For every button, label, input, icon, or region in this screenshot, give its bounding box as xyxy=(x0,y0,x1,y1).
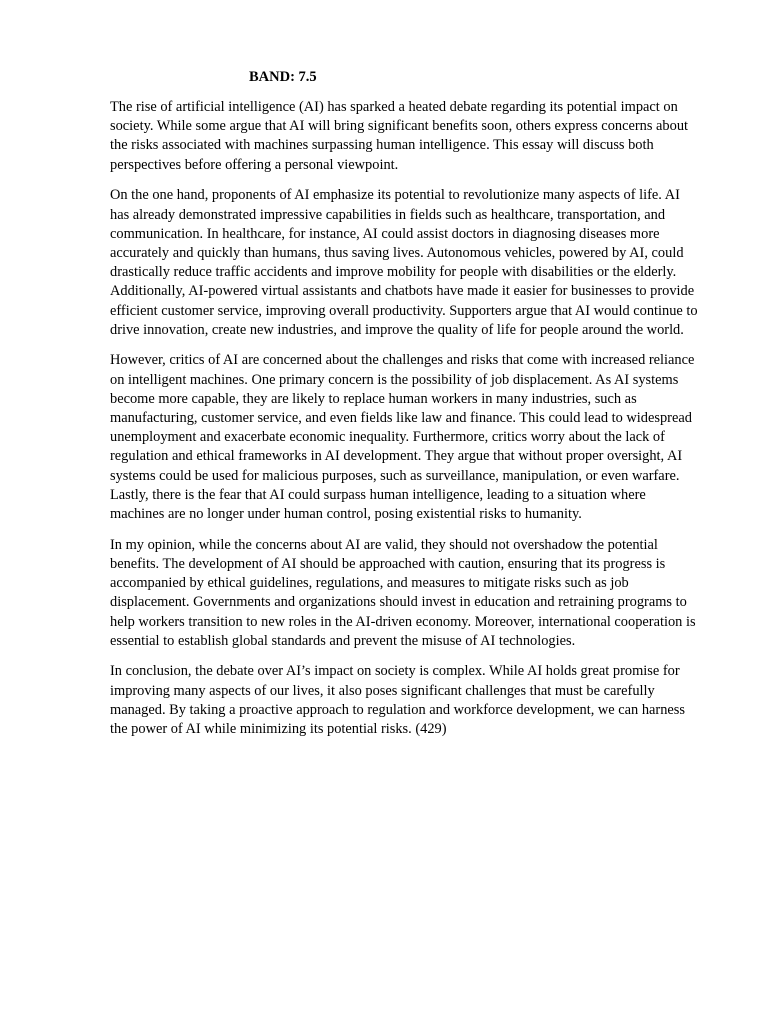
essay-paragraph-conclusion: In conclusion, the debate over AI’s impact on society is complex. While AI holds great promise for improving many aspects of our lives, it also poses significant challenges that must be carefully managed. By taking a proactive approach to regulation and workforce development, we can harness the power of AI while minimizing its potential risks. (429) xyxy=(110,663,686,738)
essay-paragraph-introduction: The rise of artificial intelligence (AI) has sparked a heated debate regarding its potential impact on society. While some argue that AI will bring significant benefits soon, others express concerns about the risks associated with machines surpassing human intelligence. This essay will discuss both perspectives before offering a personal viewpoint. xyxy=(110,99,689,173)
band-score-heading: BAND: 7.5 xyxy=(249,69,317,85)
essay-paragraph-opinion: In my opinion, while the concerns about AI are valid, they should not overshadow the potential benefits. The development of AI should be approached with caution, ensuring that its progress is accompanied by ethical guidelines, regulations, and measures to mitigate risks such as job displacement. Governments and organizations should invest in education and retraining programs to help workers transition to new roles in the AI-driven economy. Moreover, international cooperation is essential to establish global standards and prevent the misuse of AI technologies. xyxy=(110,536,696,649)
essay-paragraph-risks: However, critics of AI are concerned about the challenges and risks that come with increased reliance on intelligent machines. One primary concern is the possibility of job displacement. As AI systems become more capable, they are likely to replace human workers in many industries, such as manufacturing, customer service, and even fields like law and finance. This could lead to widespread unemployment and exacerbate economic inequality. Furthermore, critics worry about the lack of regulation and ethical frameworks in AI development. They argue that without proper oversight, AI systems could be used for malicious purposes, such as surveillance, manipulation, or even warfare. Lastly, there is the fear that AI could surpass human intelligence, leading to a situation where machines are no longer under human control, posing existential risks to humanity. xyxy=(110,352,695,523)
essay-body xyxy=(110,98,700,751)
essay-paragraph-benefits: On the one hand, proponents of AI emphasize its potential to revolutionize many aspects of life. AI has already demonstrated impressive capabilities in fields such as healthcare, transportation, and communication. In healthcare, for instance, AI could assist doctors in diagnosing diseases more accurately and quickly than humans, thus saving lives. Autonomous vehicles, powered by AI, could drastically reduce traffic accidents and improve mobility for people with disabilities or the elderly. Additionally, AI-powered virtual assistants and chatbots have made it easier for businesses to provide efficient customer service, improving overall productivity. Supporters argue that AI would continue to drive innovation, create new industries, and improve the quality of life for people around the world. xyxy=(110,187,698,338)
